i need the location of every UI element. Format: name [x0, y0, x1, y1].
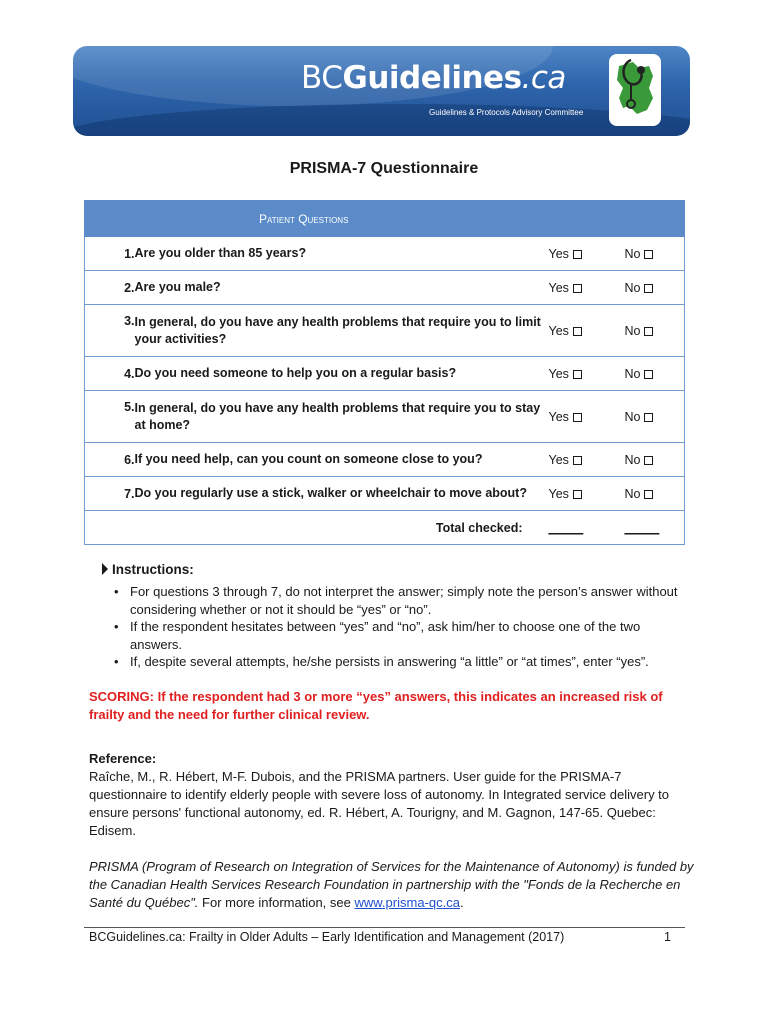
prisma-end: . — [459, 895, 464, 910]
question-number: 7. — [85, 477, 135, 511]
question-text: In general, do you have any health problems that require you to stay at home? — [135, 391, 549, 443]
prisma-note — [89, 858, 699, 912]
checkbox-icon[interactable] — [644, 413, 653, 422]
no-checkbox[interactable]: No — [625, 391, 685, 443]
footer — [89, 930, 685, 944]
checkbox-icon[interactable] — [573, 413, 582, 422]
checkbox-icon[interactable] — [573, 284, 582, 293]
checkbox-icon[interactable] — [644, 456, 653, 465]
total-row — [85, 511, 685, 545]
yes-checkbox[interactable]: Yes — [549, 305, 625, 357]
question-text: Are you male? — [135, 271, 549, 305]
reference-heading: Reference: — [89, 751, 157, 766]
banner-subtitle: Guidelines & Protocols Advisory Committee — [429, 108, 584, 117]
checkbox-icon[interactable] — [644, 490, 653, 499]
bc-map-stethoscope-icon — [609, 54, 661, 126]
total-label: Total checked: — [85, 511, 549, 545]
question-number: 5. — [85, 391, 135, 443]
question-text: Do you regularly use a stick, walker or wheelchair to move about? — [135, 477, 549, 511]
checkbox-icon[interactable] — [573, 456, 582, 465]
question-number: 1. — [85, 237, 135, 271]
question-text: If you need help, can you count on someone close to you? — [135, 443, 549, 477]
total-no-blank: _____ — [625, 511, 685, 545]
total-yes-blank: _____ — [549, 511, 625, 545]
list-item: • If, despite several attempts, he/she persists in answering “a little” or “at times”, enter “yes”. — [114, 654, 649, 669]
triangle-right-icon — [102, 563, 108, 575]
question-number: 6. — [85, 443, 135, 477]
table-row — [85, 305, 685, 357]
question-number: 4. — [85, 357, 135, 391]
yes-checkbox[interactable]: Yes — [549, 391, 625, 443]
question-text: In general, do you have any health problems that require you to limit your activities? — [135, 305, 549, 357]
checkbox-icon[interactable] — [573, 370, 582, 379]
bullet-icon: • — [114, 654, 119, 669]
question-text: Do you need someone to help you on a regular basis? — [135, 357, 549, 391]
question-number: 3. — [85, 305, 135, 357]
no-checkbox[interactable]: No — [625, 443, 685, 477]
questions-table — [84, 200, 685, 545]
yes-checkbox[interactable]: Yes — [549, 443, 625, 477]
checkbox-icon[interactable] — [573, 490, 582, 499]
yes-checkbox[interactable]: Yes — [549, 477, 625, 511]
question-number: 2. — [85, 271, 135, 305]
instructions-section — [102, 562, 702, 671]
scoring-note: SCORING: If the respondent had 3 or more “yes” answers, this indicates an increased risk of frailty and the need for further clinical review. — [89, 689, 663, 722]
prisma-link[interactable]: www.prisma-qc.ca — [354, 895, 460, 910]
checkbox-icon[interactable] — [573, 327, 582, 336]
footer-text: BCGuidelines.ca: Frailty in Older Adults – Early Identification and Management (2017) — [89, 930, 565, 944]
table-row — [85, 477, 685, 511]
page-number: 1 — [664, 930, 671, 944]
table-header: Patient Questions — [85, 201, 685, 237]
footer-divider — [84, 927, 685, 928]
table-row — [85, 391, 685, 443]
table-row — [85, 443, 685, 477]
no-checkbox[interactable]: No — [625, 305, 685, 357]
yes-checkbox[interactable]: Yes — [549, 237, 625, 271]
checkbox-icon[interactable] — [644, 284, 653, 293]
list-item: • For questions 3 through 7, do not interpret the answer; simply note the person’s answer without considering whether or not it should be “yes” or “no”. — [114, 584, 678, 617]
checkbox-icon[interactable] — [573, 250, 582, 259]
no-checkbox[interactable]: No — [625, 477, 685, 511]
bullet-icon: • — [114, 584, 119, 599]
reference-section — [89, 750, 689, 840]
instructions-list — [102, 583, 702, 671]
checkbox-icon[interactable] — [644, 327, 653, 336]
site-logo: BCGuidelines.ca — [301, 60, 566, 96]
no-checkbox[interactable]: No — [625, 271, 685, 305]
prisma-more-info: For more information, see — [198, 895, 355, 910]
yes-checkbox[interactable]: Yes — [549, 357, 625, 391]
header-banner — [73, 46, 690, 136]
yes-checkbox[interactable]: Yes — [549, 271, 625, 305]
prisma-description: PRISMA (Program of Research on Integration of Services for the Maintenance of Autonomy) is funded by the Canadian Health Services Research Foundation in partnership with the "Fonds de la Recherche en Santé du Québec". — [89, 859, 694, 910]
bullet-icon: • — [114, 619, 119, 634]
question-text: Are you older than 85 years? — [135, 237, 549, 271]
table-row — [85, 357, 685, 391]
reference-text: Raîche, M., R. Hébert, M-F. Dubois, and the PRISMA partners. User guide for the PRISMA-7 questionnaire to identify elderly people with severe loss of autonomy. In Integrated service delivery to ensure persons' functional autonomy, ed. R. Hébert, A. Tourigny, and M. Gagnon, 147-65. Quebec: Edisem. — [89, 769, 670, 838]
page-title: PRISMA-7 Questionnaire — [289, 160, 479, 177]
no-checkbox[interactable]: No — [625, 357, 685, 391]
checkbox-icon[interactable] — [644, 370, 653, 379]
list-item: • If the respondent hesitates between “yes” and “no”, ask him/her to choose one of the two answers. — [114, 619, 641, 652]
no-checkbox[interactable]: No — [625, 237, 685, 271]
checkbox-icon[interactable] — [644, 250, 653, 259]
banner-wave — [73, 104, 690, 136]
instructions-heading: Instructions: — [102, 562, 702, 577]
table-row — [85, 237, 685, 271]
table-row — [85, 271, 685, 305]
